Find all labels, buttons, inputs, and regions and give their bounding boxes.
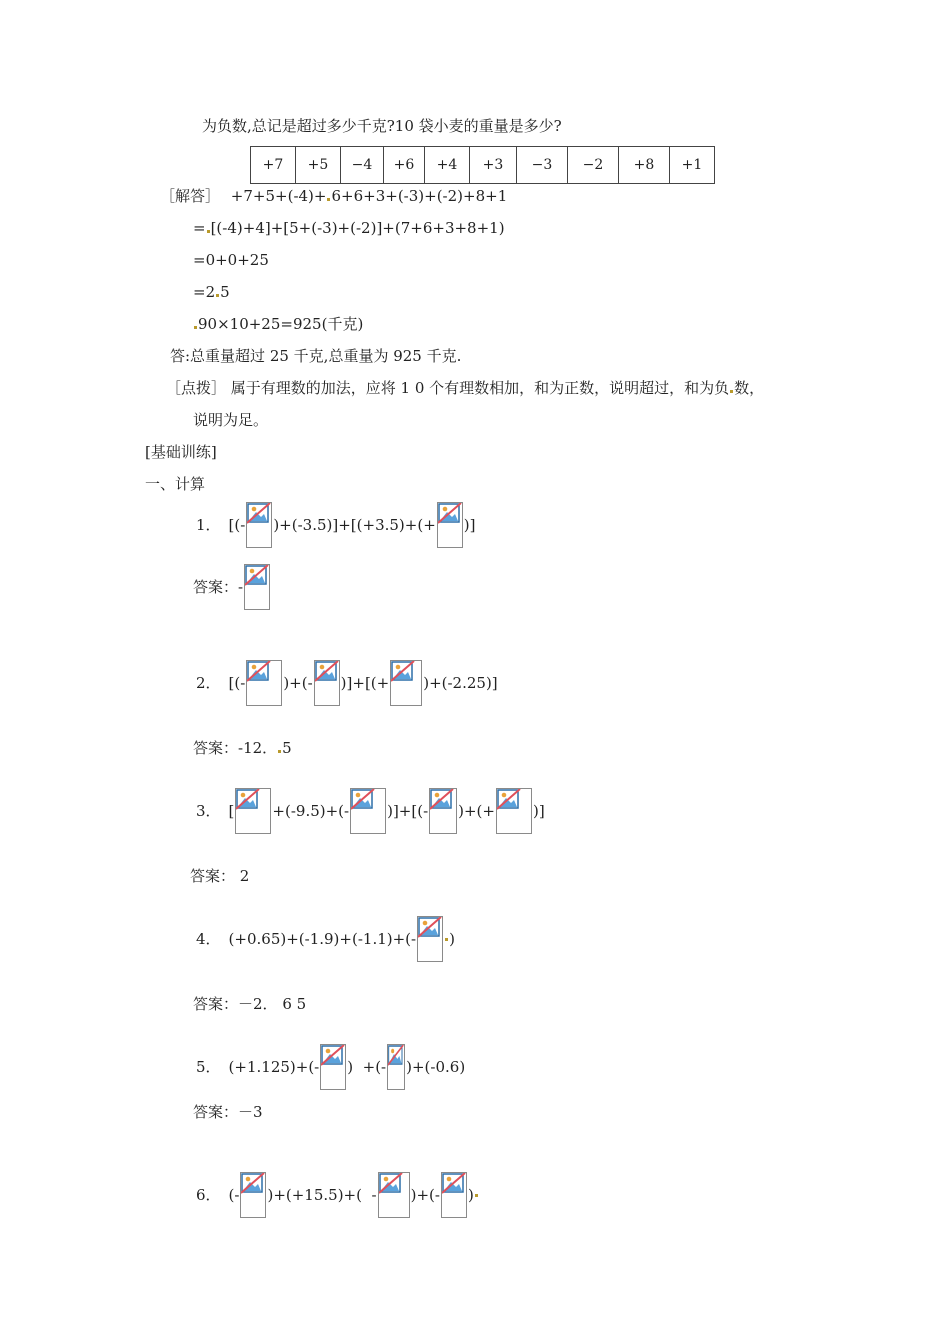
broken-image-icon xyxy=(235,788,271,834)
answer-5: 答案：－3 xyxy=(193,1103,263,1121)
solution-line-4: =2 5 xyxy=(193,283,230,301)
table-cell: −2 xyxy=(568,147,619,184)
table-cell: +4 xyxy=(425,147,470,184)
intro-line: 为负数,总记是超过多少千克?10 袋小麦的重量是多少? xyxy=(202,117,562,135)
ocr-mark-icon xyxy=(194,326,197,329)
question-6: 6． (- )+(+15.5)+( - )+(- ) xyxy=(196,1170,479,1220)
broken-image-icon xyxy=(441,1172,467,1218)
answer-3: 答案： 2 xyxy=(190,867,250,885)
question-1: 1． [(- )+(-3.5)]+[(+3.5)+(+ )] xyxy=(196,500,475,550)
broken-image-icon xyxy=(246,660,282,706)
broken-image-icon xyxy=(244,564,270,610)
table-cell: +6 xyxy=(384,147,425,184)
ocr-mark-icon xyxy=(475,1194,478,1197)
question-3: 3． [ +(-9.5)+(- )]+[(- )+(+ )] xyxy=(196,786,545,836)
table-cell: +3 xyxy=(470,147,517,184)
broken-image-icon xyxy=(387,1044,405,1090)
table-row xyxy=(251,147,715,184)
broken-image-icon xyxy=(240,1172,266,1218)
table-cell: +8 xyxy=(619,147,670,184)
table-cell: −3 xyxy=(517,147,568,184)
table-cell: +1 xyxy=(670,147,715,184)
section-title: [基础训练] xyxy=(145,443,217,461)
part-title: 一、计算 xyxy=(145,475,206,493)
ocr-mark-icon xyxy=(207,230,210,233)
weights-table xyxy=(250,146,715,184)
table-cell: −4 xyxy=(341,147,384,184)
broken-image-icon xyxy=(314,660,340,706)
question-5: 5． (+1.125)+(- ) +(- )+(-0.6) xyxy=(196,1042,465,1092)
ocr-mark-icon xyxy=(445,938,448,941)
question-4: 4． (+0.65)+(-1.9)+(-1.1)+(- ) xyxy=(196,914,455,964)
tip-line-2: 说明为足。 xyxy=(193,411,269,429)
ocr-mark-icon xyxy=(730,390,733,393)
solution-label: ［解答］ xyxy=(160,187,221,205)
table-cell: +5 xyxy=(296,147,341,184)
solution-answer: 答:总重量超过 25 千克,总重量为 925 千克. xyxy=(170,347,462,365)
broken-image-icon xyxy=(496,788,532,834)
solution-line-3: =0+0+25 xyxy=(193,251,269,269)
broken-image-icon xyxy=(437,502,463,548)
broken-image-icon xyxy=(390,660,422,706)
solution-line-1: ［解答］ +7+5+(-4)+ 6+6+3+(-3)+(-2)+8+1 xyxy=(160,187,508,205)
broken-image-icon xyxy=(378,1172,410,1218)
answer-4: 答案：－2． 6 5 xyxy=(193,995,307,1013)
answer-1: 答案： - xyxy=(193,562,271,612)
solution-line-5: 90×10+25=925(千克) xyxy=(193,314,363,334)
broken-image-icon xyxy=(429,788,457,834)
ocr-mark-icon xyxy=(278,750,281,753)
table-cell: +7 xyxy=(251,147,296,184)
broken-image-icon xyxy=(246,502,272,548)
broken-image-icon xyxy=(320,1044,346,1090)
tip-line-1: ［点拨］ 属于有理数的加法，应将 1 0 个有理数相加，和为正数，说明超过，和为负 数， xyxy=(166,379,765,397)
solution-line-2: = [(-4)+4]+[5+(-3)+(-2)]+(7+6+3+8+1) xyxy=(193,219,505,237)
ocr-mark-icon xyxy=(216,294,219,297)
question-2: 2． [(- )+(- )]+[(+ )+(-2.25)] xyxy=(196,658,498,708)
broken-image-icon xyxy=(417,916,443,962)
answer-2: 答案：-12． 5 xyxy=(193,739,292,757)
broken-image-icon xyxy=(350,788,386,834)
